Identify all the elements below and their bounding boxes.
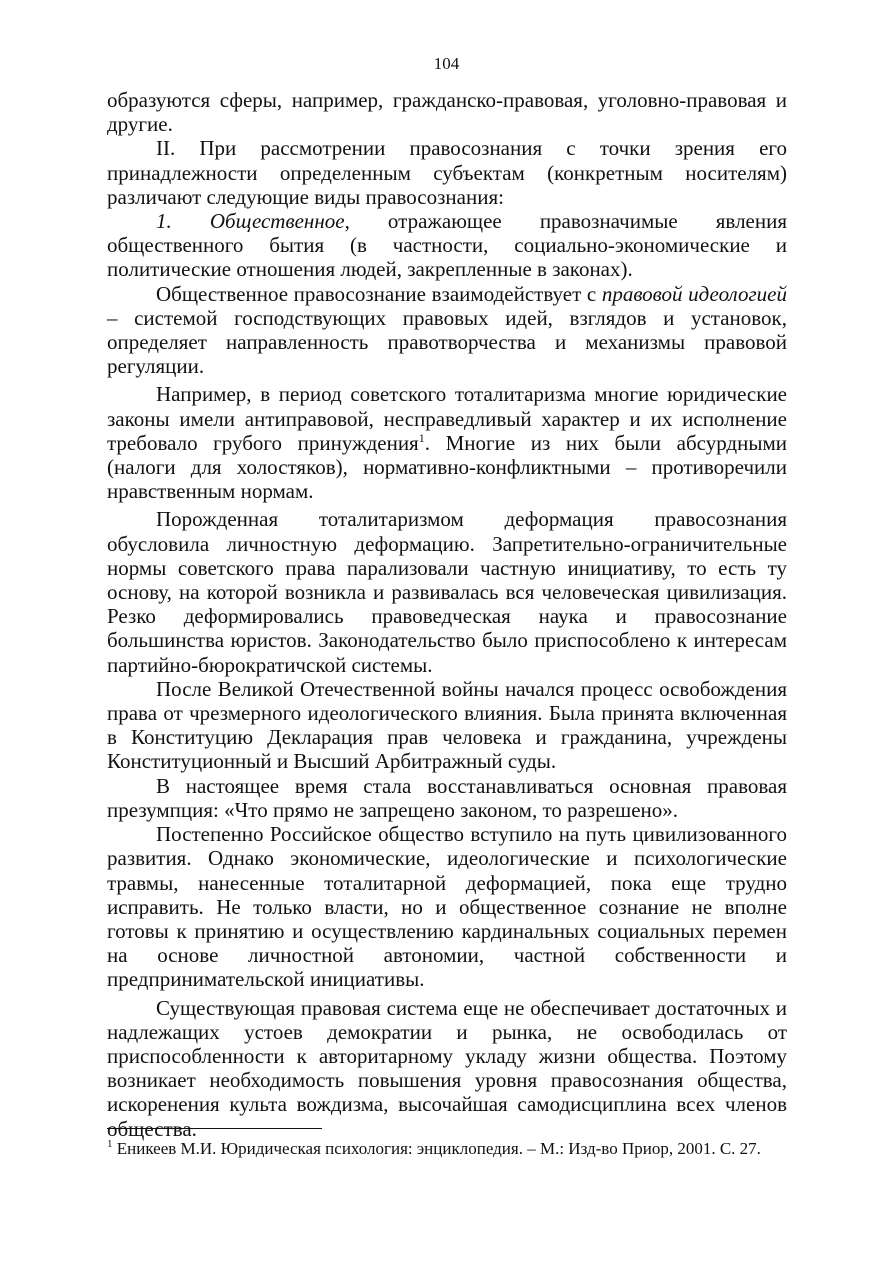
paragraph: образуются сферы, например, гражданско-правовая, уголовно-правовая и другие. (107, 88, 787, 137)
page-number: 104 (433, 54, 460, 73)
paragraph-text: – системой господствующих правовых идей, взглядов и установок, определяет направленность правотворчества и механизмы правовой регуляции. (107, 305, 787, 379)
paragraph-text: . Многие из них были абсурдными (налоги для холостяков), нормативно-конфликтными – противоречили нравственным нормам. (107, 430, 787, 504)
paragraph: Существующая правовая система еще не обеспечивает достаточных и надлежащих устоев демократии и рынка, не освободилась от приспособленности к авторитарному укладу жизни общества. Поэтому возникает необходимость повышения уровня правосознания общества, искоренения культа вождизма, высочайшая самодисциплина всех членов общества. (107, 995, 787, 1141)
paragraph: II. При рассмотрении правосознания с точки зрения его принадлежности определенным субъектам (конкретным носителям) различают следующие виды правосознания: (107, 136, 787, 209)
paragraph-text: , отражающее правозначимые явления общественного бытия (в частности, социально-экономические и политические отношения людей, закрепленные в законах). (107, 209, 788, 282)
italic-term: правовой идеологией (601, 281, 787, 306)
footnote-marker: 1 (107, 1138, 113, 1150)
paragraph (107, 382, 787, 503)
paragraph: В настоящее время стала восстанавливаться основная правовая презумпция: «Что прямо не запрещено законом, то разрешено». (107, 773, 787, 822)
paragraph (107, 282, 787, 379)
body-text (107, 88, 787, 1141)
footnote-divider (107, 1128, 322, 1129)
paragraph-text: Например, в период советского тоталитаризма многие юридические законы имели антиправовой, несправедливый характер и их исполнение требовало грубого принуждения (107, 382, 787, 455)
paragraph: После Великой Отечественной войны начался процесс освобождения права от чрезмерного идеологического влияния. Была принята включенная в Конституцию Декларация прав человека и гражданина, учреждены Конституционный и Высший Арбитражный суды. (107, 676, 787, 774)
paragraph (107, 209, 787, 282)
italic-term: 1. Общественное (156, 209, 345, 234)
footnote (107, 1138, 787, 1159)
paragraph: Постепенно Российское общество вступило на путь цивилизованного развития. Однако экономические, идеологические и психологические травмы, нанесенные тоталитарной деформацией, пока еще трудно исправить. Не только власти, но и общественное сознание не вполне готовы к принятию и осуществлению кардинальных социальных перемен на основе личностной автономии, частной собственности и предпринимательской инициативы. (107, 822, 787, 992)
paragraph-text: Общественное правосознание взаимодействует с (156, 281, 602, 306)
paragraph: Порожденная тоталитаризмом деформация правосознания обусловила личностную деформацию. Запретительно-ограничительные нормы советского права парализовали частную инициативу, то есть ту основу, на которой возникла и развивалась вся человеческая цивилизация. Резко деформировались правоведческая наука и правосознание большинства юристов. Законодательство было приспособлено к интересам партийно-бюрократичской системы. (107, 507, 787, 677)
footnote-reference[interactable]: 1 (418, 430, 425, 445)
footnote-text: Еникеев М.И. Юридическая психология: энциклопедия. – М.: Изд-во Приор, 2001. С. 27. (112, 1139, 761, 1158)
